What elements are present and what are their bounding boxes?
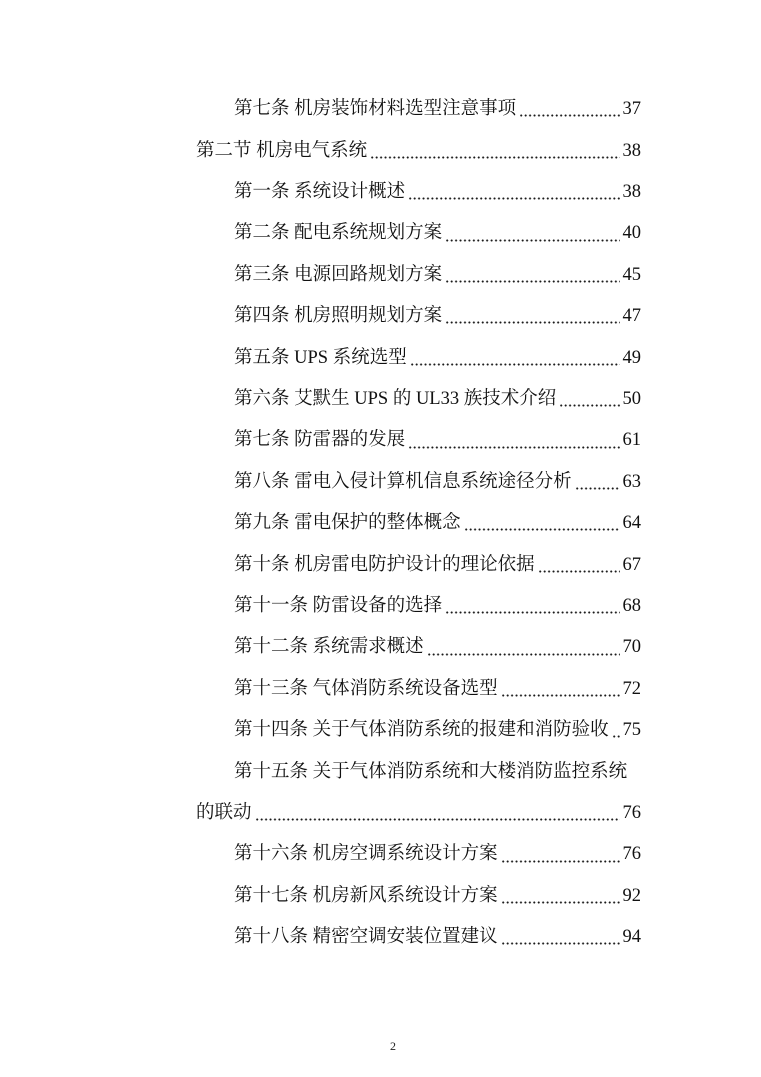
dot-leader [501, 942, 620, 945]
toc-entry-title: 第十八条 精密空调安装位置建议 [234, 927, 498, 948]
toc-entry [196, 338, 641, 379]
dot-leader [255, 818, 620, 821]
toc-entry-page: 40 [622, 223, 641, 244]
toc-entry-page: 76 [622, 802, 641, 823]
toc-entry [196, 545, 641, 586]
dot-leader [408, 446, 619, 449]
toc-entry [196, 172, 641, 213]
toc-entry-page: 64 [622, 513, 641, 534]
toc-entry-title-continuation: 的联动 [196, 802, 252, 823]
dot-leader [501, 901, 620, 904]
toc-entry-title: 第十二条 系统需求概述 [234, 637, 424, 658]
dot-leader [501, 860, 620, 863]
toc-entry-title: 第十六条 机房空调系统设计方案 [234, 844, 498, 865]
toc-entry-title: 第十七条 机房新风系统设计方案 [234, 885, 498, 906]
toc-entry-title: 第二条 配电系统规划方案 [234, 223, 443, 244]
table-of-contents [196, 89, 641, 958]
toc-entry [196, 627, 641, 668]
toc-entry [196, 213, 641, 254]
dot-leader [445, 321, 619, 324]
toc-entry-title: 第八条 雷电入侵计算机信息系统途径分析 [234, 471, 572, 492]
toc-entry-page: 61 [622, 430, 641, 451]
toc-entry-title: 第九条 雷电保护的整体概念 [234, 513, 461, 534]
toc-entry-title: 第二节 机房电气系统 [196, 140, 368, 161]
toc-entry [196, 669, 641, 710]
toc-entry-title: 第十三条 气体消防系统设备选型 [234, 678, 498, 699]
toc-entry-title: 第四条 机房照明规划方案 [234, 306, 443, 327]
dot-leader [612, 735, 620, 738]
dot-leader [427, 653, 620, 656]
dot-leader [501, 694, 620, 697]
toc-entry-page: 47 [622, 306, 641, 327]
dot-leader [410, 363, 620, 366]
toc-entry-page: 49 [622, 347, 641, 368]
toc-entry-page: 50 [622, 389, 641, 410]
dot-leader [445, 239, 619, 242]
toc-entry-page: 67 [622, 554, 641, 575]
dot-leader [445, 611, 619, 614]
toc-entry-title: 第十五条 关于气体消防系统和大楼消防监控系统 [234, 761, 628, 782]
dot-leader [575, 487, 620, 490]
toc-entry-page: 63 [622, 471, 641, 492]
toc-entry-page: 38 [622, 182, 641, 203]
dot-leader [559, 404, 619, 407]
toc-entry-title: 第十四条 关于气体消防系统的报建和消防验收 [234, 720, 609, 741]
toc-entry-title: 第一条 系统设计概述 [234, 182, 406, 203]
dot-leader [519, 114, 619, 117]
toc-entry [196, 89, 641, 130]
toc-entry-page: 70 [622, 637, 641, 658]
toc-entry-page: 37 [622, 99, 641, 120]
toc-entry-page: 68 [622, 595, 641, 616]
toc-entry [196, 379, 641, 420]
toc-entry [196, 834, 641, 875]
toc-entry-title: 第十一条 防雷设备的选择 [234, 595, 443, 616]
toc-entry [196, 255, 641, 296]
toc-entry [196, 876, 641, 917]
toc-entry-page: 38 [622, 140, 641, 161]
dot-leader [408, 197, 619, 200]
toc-entry-title: 第五条 UPS 系统选型 [234, 347, 407, 368]
toc-entry [196, 420, 641, 461]
toc-entry [196, 586, 641, 627]
toc-entry-title: 第七条 机房装饰材料选型注意事项 [234, 99, 517, 120]
toc-entry-page: 92 [622, 885, 641, 906]
toc-entry-page: 94 [622, 927, 641, 948]
toc-entry [196, 917, 641, 958]
toc-entry [196, 503, 641, 544]
toc-entry-page: 45 [622, 264, 641, 285]
toc-entry [196, 296, 641, 337]
toc-entry-title: 第十条 机房雷电防护设计的理论依据 [234, 554, 535, 575]
toc-entry-title: 第六条 艾默生 UPS 的 UL33 族技术介绍 [234, 389, 557, 410]
toc-entry-page: 76 [622, 844, 641, 865]
toc-section-heading [196, 131, 641, 172]
toc-entry-title: 第七条 防雷器的发展 [234, 430, 406, 451]
dot-leader [464, 528, 620, 531]
toc-entry-wrapped-first-line [196, 752, 641, 793]
dot-leader [538, 570, 620, 573]
dot-leader [445, 280, 619, 283]
page-number: 2 [390, 1039, 396, 1053]
toc-entry-page: 72 [622, 678, 641, 699]
dot-leader [370, 156, 619, 159]
toc-entry-wrapped-continuation [196, 793, 641, 834]
toc-entry [196, 462, 641, 503]
toc-entry-title: 第三条 电源回路规划方案 [234, 264, 443, 285]
toc-entry [196, 710, 641, 751]
toc-entry-page: 75 [622, 720, 641, 741]
